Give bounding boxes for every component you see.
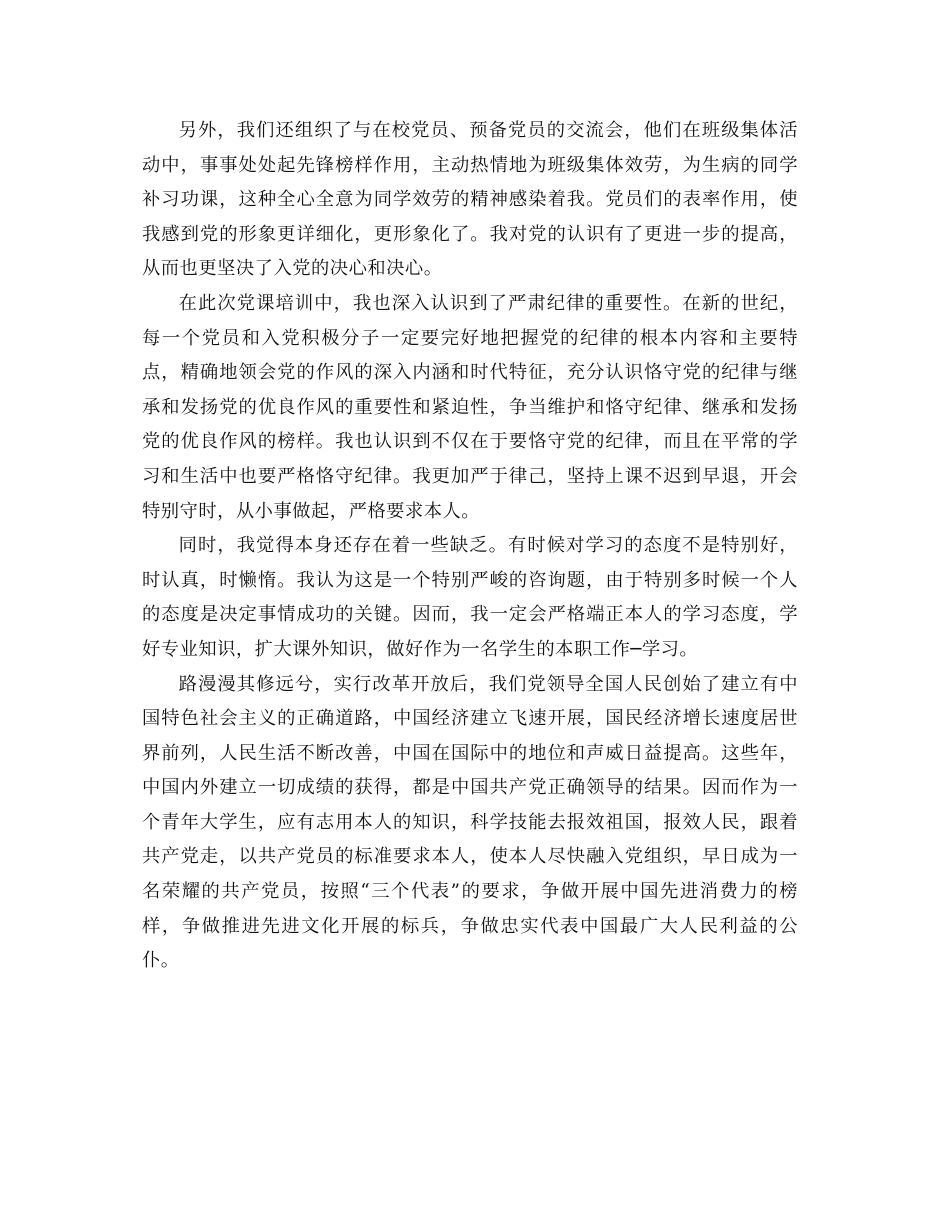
paragraph-4: 路漫漫其修远兮，实行改革开放后，我们党领导全国人民创始了建立有中国特色社会主义的正确道路，中国经济建立飞速开展，国民经济增长速度居世界前列，人民生活不断改善，中国在国际中的地位和声威日益提高。这些年，中国内外建立一切成绩的获得，都是中国共产党正确领导的结果。因而作为一个青年大学生，应有志用本人的知识，科学技能去报效祖国，报效人民，跟着共产党走，以共产党员的标准要求本人，使本人尽快融入党组织，早日成为一名荣耀的共产党员，按照“三个代表”的要求，争做开展中国先进消费力的榜样，争做推进先进文化开展的标兵，争做忠实代表中国最广大人民利益的公仆。 [142, 673, 798, 972]
document-body [142, 114, 798, 979]
paragraph-2: 在此次党课培训中，我也深入认识到了严肃纪律的重要性。在新的世纪，每一个党员和入党积极分子一定要完好地把握党的纪律的根本内容和主要特点，精确地领会党的作风的深入内涵和时代特征，充分认识恪守党的纪律与继承和发扬党的优良作风的重要性和紧迫性，争当维护和恪守纪律、继承和发扬党的优良作风的榜样。我也认识到不仅在于要恪守党的纪律，而且在平常的学习和生活中也要严格恪守纪律。我更加严于律己，坚持上课不迟到早退，开会特别守时，从小事做起，严格要求本人。 [142, 292, 798, 522]
paragraph-3: 同时，我觉得本身还存在着一些缺乏。有时候对学习的态度不是特别好，时认真，时懒惰。我认为这是一个特别严峻的咨询题，由于特别多时候一个人的态度是决定事情成功的关键。因而，我一定会严格端正本人的学习态度，学好专业知识，扩大课外知识，做好作为一名学生的本职工作─学习。 [142, 535, 798, 660]
paragraph-1: 另外，我们还组织了与在校党员、预备党员的交流会，他们在班级集体活动中，事事处处起先锋榜样作用，主动热情地为班级集体效劳，为生病的同学补习功课，这种全心全意为同学效劳的精神感染着我。党员们的表率作用，使我感到党的形象更详细化，更形象化了。我对党的认识有了更进一步的提高，从而也更坚决了入党的决心和决心。 [142, 120, 798, 280]
